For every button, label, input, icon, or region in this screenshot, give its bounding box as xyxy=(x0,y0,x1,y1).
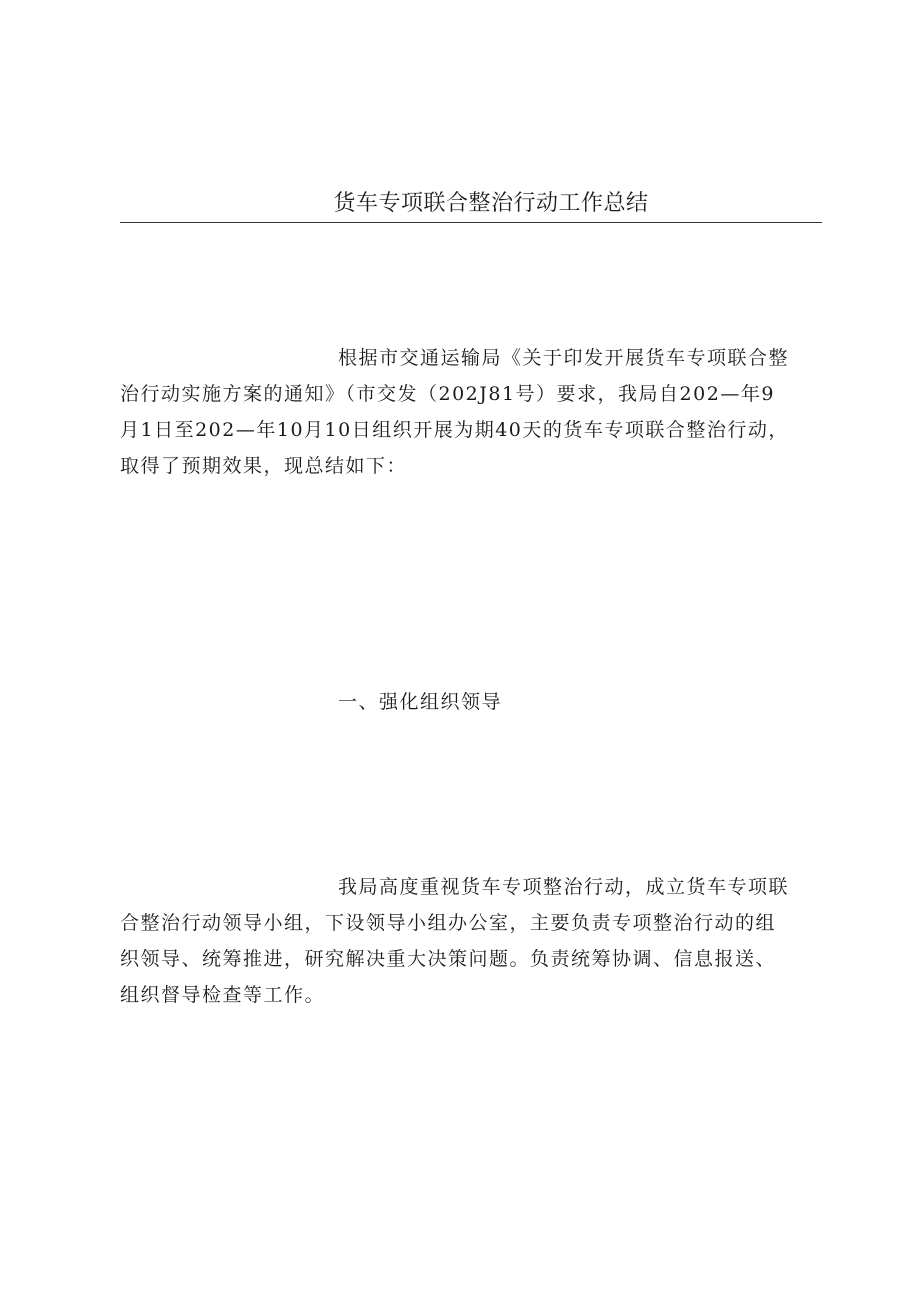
paragraph-line: 织领导、统筹推进，研究解决重大决策问题。负责统筹协调、信息报送、 xyxy=(120,948,777,970)
intro-paragraph xyxy=(120,340,822,484)
paragraph-line: 我局高度重视货车专项整治行动，成立货车专项联 xyxy=(338,876,790,898)
section-paragraph xyxy=(120,869,822,1013)
title-block xyxy=(120,188,822,223)
section-heading: 一、强化组织领导 xyxy=(338,691,503,713)
paragraph-line: 根据市交通运输局《关于印发开展货车专项联合整 xyxy=(338,347,790,369)
paragraph-line: 合整治行动领导小组，下设领导小组办公室，主要负责专项整治行动的组 xyxy=(120,912,777,934)
document-title: 货车专项联合整治行动工作总结 xyxy=(333,191,649,216)
paragraph-line: 组织督导检查等工作。 xyxy=(120,984,326,1006)
paragraph-line: 取得了预期效果，现总结如下： xyxy=(120,455,408,477)
paragraph-line: 治行动实施方案的通知》（市交发（202J81号）要求，我局自202—年9 xyxy=(120,383,775,405)
paragraph-line: 月1日至202—年10月10日组织开展为期40天的货车专项联合整治行动， xyxy=(120,419,789,441)
